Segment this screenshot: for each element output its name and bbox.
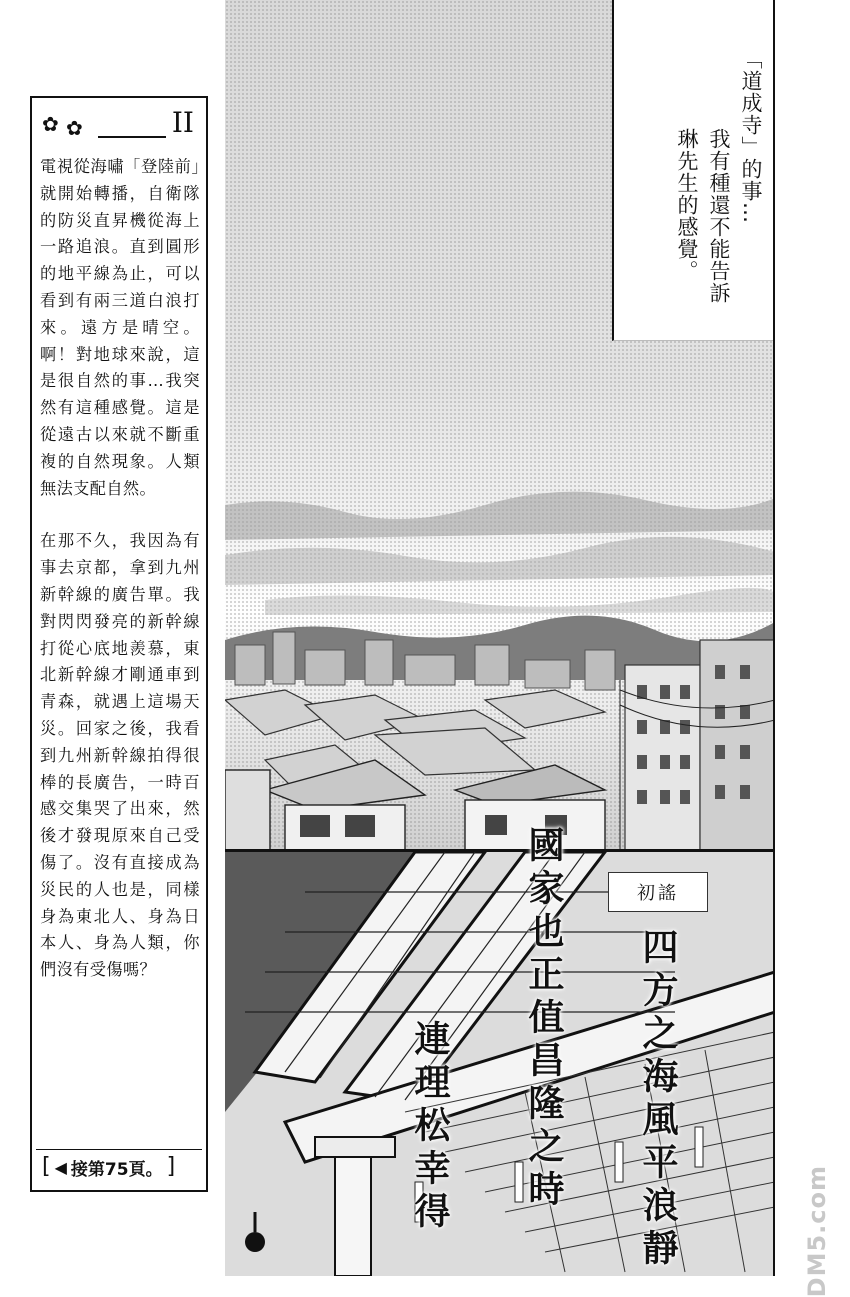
shrine-roof-panel [225, 852, 775, 1276]
townscape-panel [225, 0, 775, 852]
poem-line-1: 四方之海風平浪靜 [637, 928, 679, 1272]
poem-title: 初謠 [608, 872, 708, 912]
poem-line-3: 連理松幸得 [409, 1020, 451, 1235]
flower-icon: ✿ [42, 112, 59, 136]
caption-line-2: 我有種還不能告訴 [707, 128, 731, 304]
poem-line-2: 國家也正值昌隆之時 [523, 826, 565, 1213]
caption-box [612, 0, 775, 341]
caption-line-1: 「道成寺」的事… [739, 48, 763, 224]
essay-column [30, 96, 208, 1192]
essay-header [40, 106, 200, 144]
arrow-left-icon: ◀ [54, 1157, 67, 1177]
essay-paragraph-1: 電視從海嘯「登陸前」就開始轉播，自衛隊的防災直昇機從海上一路追浪。直到圓形的地平線為止，可以看到有兩三道白浪打來。遠方是晴空。啊！對地球來說，這是很自然的事…我突然有這種感覺。這是從遠古以來就不斷重複的自然現象。人類無法支配自然。 [40, 157, 200, 498]
shrine-roof-illustration [225, 852, 775, 1276]
caption-line-3: 琳先生的感覺。 [675, 128, 699, 282]
site-watermark: DM5.com [803, 1165, 831, 1297]
flower-icon: ✿ [66, 116, 83, 140]
essay-paragraph-2: 在那不久，我因為有事去京都，拿到九州新幹線的廣告單。我對閃閃發亮的新幹線打從心底地羨慕，東北新幹線才剛通車到青森，就遇上這場天災。回家之後，我看到九州新幹線拍得很棒的長廣告，一時百感交集哭了出來，然後才發現原來自己受傷了。沒有直接成為災民的人也是，同樣身為東北人、身為日本人、身為人類，你們沒有受傷嗎？ [40, 531, 200, 980]
bracket-left-icon: [ [42, 1154, 51, 1179]
chapter-numeral: II [171, 106, 194, 139]
continue-label: 接第75頁。 [70, 1159, 163, 1180]
bracket-right-icon: ] [166, 1154, 176, 1179]
header-divider [98, 136, 166, 138]
continue-note [36, 1149, 202, 1184]
